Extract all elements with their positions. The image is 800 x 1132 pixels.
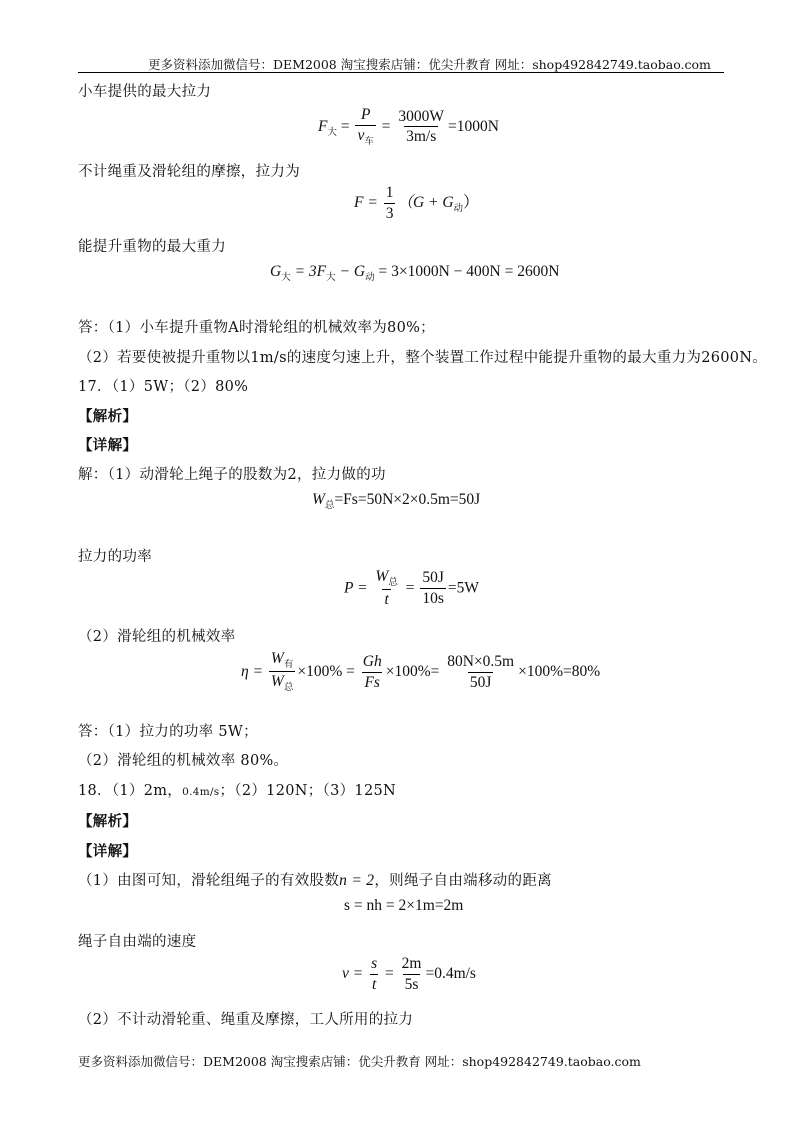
equation-efficiency: η = $\frac{W_有}{W_总}$ ×100% = $\frac{Gh}{Fs}$ ×100%= $\frac{80N\times 0.5m}{50J}$ ×100%=80% — [241, 650, 601, 694]
solve-17-line: 解：（1）动滑轮上绳子的股数为2，拉力做的功 — [78, 467, 386, 483]
text-power: 拉力的功率 — [78, 549, 152, 565]
equation-distance: s = nh = 2×1m=2m — [344, 897, 464, 914]
page-footer: 更多资料添加微信号：DEM2008 淘宝搜索店铺：优尖升教育 网址：shop492842749.taobao.com — [78, 1054, 641, 1069]
equation-speed: v = $\frac{s}{t}$ = $\frac{2m}{5s}$ =0.4m/s — [342, 955, 476, 993]
problem-18-title: 18．（1）2m，0.4m/s；（2）120N；（3）125N — [78, 783, 396, 799]
equation-max-weight: $G_大 = 3F_大 - G_动 = 3\times 1000N - 400N = 2600N$ — [270, 263, 560, 283]
answer-17-part2: （2）滑轮组的机械效率 80%。 — [78, 753, 289, 769]
answer-16-part2: （2）若要使被提升重物以1m/s的速度匀速上升，整个装置工作过程中能提升重物的最大重力为2600N。 — [78, 350, 768, 366]
text-max-pull: 小车提供的最大拉力 — [78, 84, 212, 100]
page-header: 更多资料添加微信号：DEM2008 淘宝搜索店铺：优尖升教育 网址：shop492842749.taobao.com — [148, 57, 711, 72]
problem-17-title: 17．（1）5W；（2）80% — [78, 379, 249, 395]
text-worker-pull: （2）不计动滑轮重、绳重及摩擦，工人所用的拉力 — [78, 1012, 414, 1028]
analysis-heading-17: 【解析】 — [78, 408, 138, 425]
text-rope-speed: 绳子自由端的速度 — [78, 934, 197, 950]
equation-work: $W_总=Fs=50N\times 2\times 0.5m=50J$ — [312, 491, 481, 511]
answer-17-part1: 答：（1）拉力的功率 5W； — [78, 724, 258, 740]
text-efficiency: （2）滑轮组的机械效率 — [78, 629, 236, 645]
header-rule — [78, 72, 724, 73]
text-no-friction: 不计绳重及滑轮组的摩擦，拉力为 — [78, 164, 300, 180]
detail-heading-17: 【详解】 — [78, 437, 138, 454]
answer-16-part1: 答：（1）小车提升重物A时滑轮组的机械效率为80%； — [78, 320, 435, 336]
detail-heading-18: 【详解】 — [78, 843, 138, 860]
text-max-weight: 能提升重物的最大重力 — [78, 239, 226, 255]
solve-18-line: （1）由图可知，滑轮组绳子的有效股数n = 2，则绳子自由端移动的距离 — [78, 872, 552, 889]
analysis-heading-18: 【解析】 — [78, 813, 138, 830]
equation-power: P = $\frac{W_总}{t}$ = $\frac{50J}{10s}$ =5W — [344, 568, 480, 609]
equation-max-pull: $F_大$ = $\frac{P}{v_车}$ = $\frac{3000W}{3m/s}$ =1000N — [318, 106, 499, 147]
equation-pull-force: F = $\frac{1}{3}$ $(G + G_动)$ — [354, 184, 479, 222]
